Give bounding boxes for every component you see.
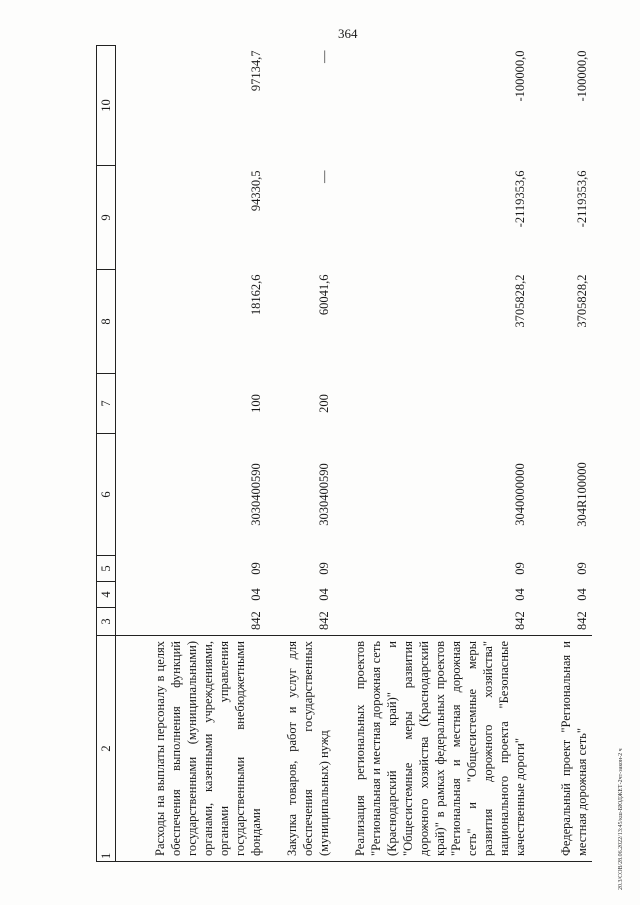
subsection-code: 09 xyxy=(249,562,263,575)
header-cell: 6 xyxy=(97,434,116,556)
header-cell: 7 xyxy=(97,374,116,434)
header-cell: 4 xyxy=(97,582,116,608)
ministry-code: 842 xyxy=(317,611,331,630)
table-row xyxy=(116,46,267,862)
expense-type-code: 200 xyxy=(317,394,331,413)
row-name: Расходы на выплаты персоналу в целях обеспечения выполнения функций государственными (муниципальными) органами, казенными учреждениями, органами управления государственными внебюджетными фондами xyxy=(116,636,267,862)
amount-col-8: 60041,6 xyxy=(317,274,331,316)
amount-col-9: 94330,5 xyxy=(249,170,263,212)
ministry-code: 842 xyxy=(249,611,263,630)
rotated-table-container xyxy=(96,46,589,862)
header-cell: 3 xyxy=(97,608,116,636)
row-name: Федеральный проект "Региональная и местная дорожная сеть" xyxy=(530,636,592,862)
header-cell: 2 xyxy=(97,636,116,862)
table-row xyxy=(266,46,334,862)
header-cell: 5 xyxy=(97,556,116,582)
header-cell: 8 xyxy=(97,270,116,374)
expense-type-code: 100 xyxy=(249,394,263,413)
amount-col-8: 18162,6 xyxy=(249,274,263,316)
subsection-code: 09 xyxy=(513,562,527,575)
expense-type-code xyxy=(530,374,592,434)
ministry-code: 842 xyxy=(513,611,527,630)
page-number: 364 xyxy=(338,26,358,41)
target-article-code: 3040000000 xyxy=(513,463,527,526)
budget-table xyxy=(96,45,592,862)
amount-col-10: -100000,0 xyxy=(513,50,527,102)
footer-file-path: 20.3/СОВ/28.06.2022/13:45/кш-БЮДЖЕТ-2чт-закон-2 ч xyxy=(618,748,624,890)
amount-col-8: 3705828,2 xyxy=(513,274,527,328)
section-code: 04 xyxy=(317,588,331,601)
amount-col-10: 97134,7 xyxy=(249,50,263,92)
amount-col-8: 3705828,2 xyxy=(575,274,589,328)
header-cell: 10 xyxy=(97,46,116,166)
amount-col-9: — xyxy=(317,170,331,183)
section-code: 04 xyxy=(513,588,527,601)
subsection-code: 09 xyxy=(317,562,331,575)
amount-col-10: -100000,0 xyxy=(575,50,589,102)
row-name: Реализация региональных проектов "Региональная и местная дорожная сеть (Краснодарский край)" и "Общесистемные меры развития дорожного хозяйства (Краснодарский край)" в рамках федеральных проектов "Региональная и местная дорожная сеть" и "Общесистемные меры развития дорожного хозяйства" национального проекта "Безопасные качественные дороги" xyxy=(334,636,530,862)
amount-col-9: -2119353,6 xyxy=(575,170,589,228)
ministry-code: 842 xyxy=(575,611,589,630)
section-code: 04 xyxy=(575,588,589,601)
target-article-code: 3030400590 xyxy=(317,463,331,526)
amount-col-10: — xyxy=(317,50,331,63)
table-row xyxy=(334,46,530,862)
subsection-code: 09 xyxy=(575,562,589,575)
target-article-code: 304R100000 xyxy=(575,462,589,527)
header-cell: 9 xyxy=(97,166,116,270)
section-code: 04 xyxy=(249,588,263,601)
table-row xyxy=(530,46,592,862)
row-name: Закупка товаров, работ и услуг для обеспечения государственных (муниципальных) нужд xyxy=(266,636,334,862)
amount-col-9: -2119353,6 xyxy=(513,170,527,228)
expense-type-code xyxy=(334,374,530,434)
target-article-code: 3030400590 xyxy=(249,463,263,526)
table-header-row: 1 2 3 4 5 6 7 8 9 10 xyxy=(97,46,116,862)
